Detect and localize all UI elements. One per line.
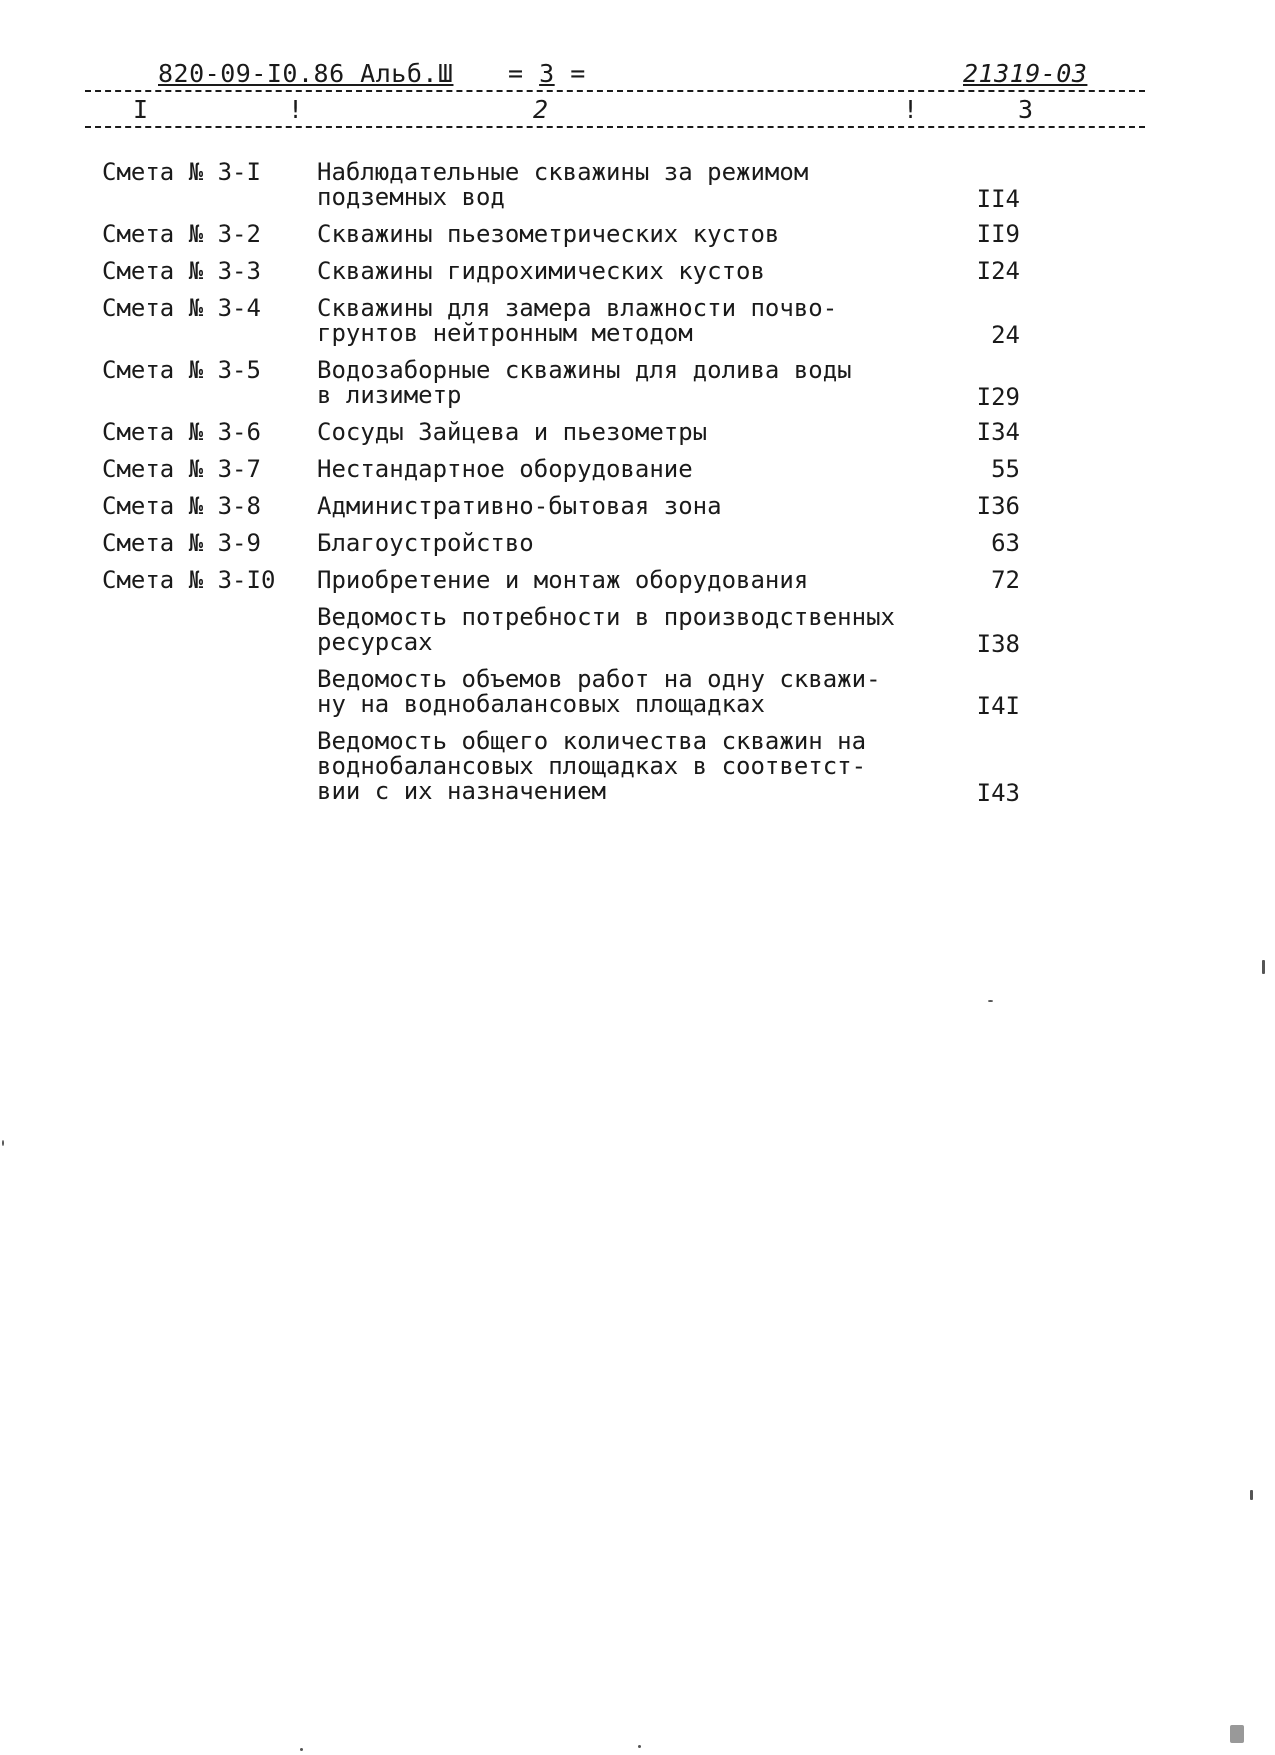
- page-number: I4I: [976, 692, 1020, 720]
- entry-title: Водозаборные скважины для долива воды в лизиметр: [317, 356, 852, 409]
- page-number: I38: [976, 630, 1020, 658]
- contents-row: [0, 727, 1275, 807]
- contents-row: [0, 222, 1275, 247]
- contents-row: [0, 294, 1275, 349]
- header-line-2: [85, 96, 1145, 130]
- scan-speck: [1262, 960, 1265, 974]
- column-separator-1: !: [285, 95, 307, 124]
- entry-title: Сосуды Зайцева и пьезометры: [317, 418, 708, 446]
- estimate-label: Смета № 3-I: [102, 158, 261, 186]
- page-number: I34: [976, 418, 1020, 446]
- contents-row: [0, 494, 1275, 519]
- page-number: II4: [976, 185, 1020, 213]
- page-number: I24: [976, 257, 1020, 285]
- sheet-number: [505, 59, 589, 88]
- contents-row: [0, 457, 1275, 482]
- scan-speck: [2, 1140, 4, 1146]
- entry-title: Административно-бытовая зона: [317, 492, 722, 520]
- estimate-label: Смета № 3-9: [102, 529, 261, 557]
- contents-row: [0, 531, 1275, 556]
- column-3-number: 3: [1015, 95, 1037, 124]
- header-dash-rule: [85, 90, 1145, 92]
- scan-speck: [1250, 1490, 1253, 1500]
- page-number: I36: [976, 492, 1020, 520]
- header-dash-rule: [85, 126, 1145, 128]
- page-number: I29: [976, 383, 1020, 411]
- entry-title: Наблюдательные скважины за режимом подземных вод: [317, 158, 809, 211]
- column-2-number: 2: [530, 95, 552, 124]
- contents-row: [0, 356, 1275, 411]
- contents-row: [0, 259, 1275, 284]
- scan-speck: [988, 1000, 993, 1002]
- document-number: 21319-03: [960, 59, 1090, 88]
- entry-title: Скважины для замера влажности почво- грунтов нейтронным методом: [317, 294, 838, 347]
- estimate-label: Смета № 3-7: [102, 455, 261, 483]
- estimate-label: Смета № 3-I0: [102, 566, 276, 594]
- page-number: 24: [991, 321, 1020, 349]
- page-number: 63: [991, 529, 1020, 557]
- header-line-1: [85, 60, 1145, 94]
- entry-title: Скважины гидрохимических кустов: [317, 257, 765, 285]
- scan-speck: [300, 1748, 303, 1751]
- column-1-number: I: [130, 95, 152, 124]
- page-number: 72: [991, 566, 1020, 594]
- entry-title: Ведомость общего количества скважин на воднобалансовых площадках в соответст- вии с их назначением: [317, 727, 867, 805]
- estimate-label: Смета № 3-8: [102, 492, 261, 520]
- contents-row: [0, 568, 1275, 593]
- estimate-label: Смета № 3-6: [102, 418, 261, 446]
- entry-title: Благоустройство: [317, 529, 534, 557]
- sheet-number-value: 3: [539, 59, 555, 88]
- contents-row: [0, 158, 1275, 213]
- entry-title: Ведомость объемов работ на одну скважи- ну на воднобалансовых площадках: [317, 665, 881, 718]
- contents-row: [0, 603, 1275, 658]
- sheet-prefix: =: [508, 59, 540, 88]
- estimate-label: Смета № 3-4: [102, 294, 261, 322]
- entry-title: Ведомость потребности в производственных ресурсах: [317, 603, 895, 656]
- estimate-label: Смета № 3-3: [102, 257, 261, 285]
- contents-row: [0, 665, 1275, 720]
- page-number: 55: [991, 455, 1020, 483]
- entry-title: Приобретение и монтаж оборудования: [317, 566, 809, 594]
- estimate-label: Смета № 3-5: [102, 356, 261, 384]
- scan-speck: [1230, 1725, 1244, 1743]
- entry-title: Нестандартное оборудование: [317, 455, 693, 483]
- scan-speck: [638, 1745, 641, 1748]
- entry-title: Скважины пьезометрических кустов: [317, 220, 780, 248]
- column-separator-2: !: [900, 95, 922, 124]
- page-number: I43: [976, 779, 1020, 807]
- estimate-label: Смета № 3-2: [102, 220, 261, 248]
- page-number: II9: [976, 220, 1020, 248]
- document-code: 820-09-I0.86 Альб.Ш: [155, 59, 456, 88]
- sheet-suffix: =: [554, 59, 586, 88]
- contents-row: [0, 420, 1275, 445]
